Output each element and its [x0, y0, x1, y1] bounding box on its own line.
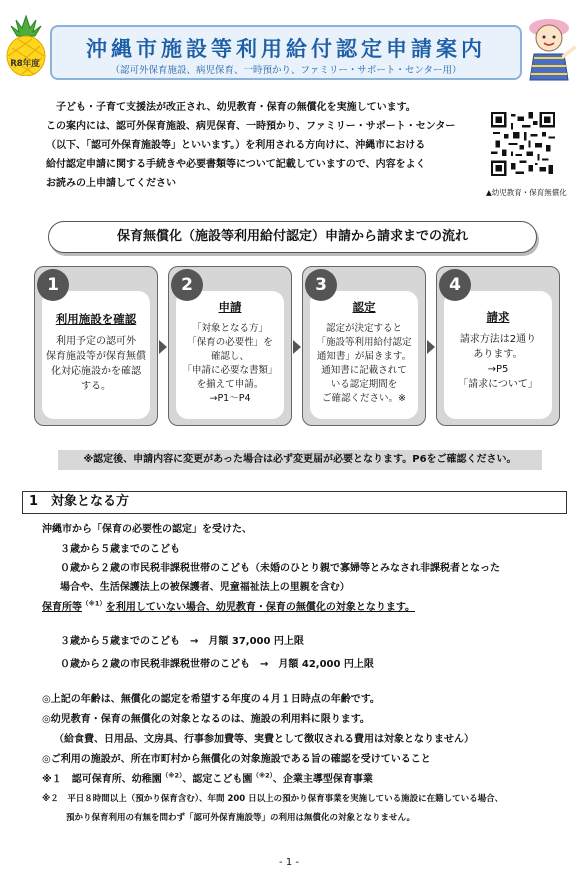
intro-line: この案内には、認可外保育施設、病児保育、一時預かり、ファミリー・サポート・センター	[46, 121, 456, 132]
mascot-illustration-icon	[522, 14, 576, 82]
footnote-ref: （※1）	[82, 599, 106, 608]
step-description: 請求方法は2通り あります。 →P5 「請求について」	[458, 334, 538, 390]
step-card-body	[42, 291, 150, 419]
intro-line: 子ども・子育て支援法が改正され、幼児教育・保育の無償化を実施しています。	[56, 102, 416, 113]
note-line: （給食費、日用品、文房具、行事参加費等、実費として徴収される費用は対象となりません）	[54, 734, 474, 745]
arrow-right-icon	[427, 340, 435, 354]
footnote-text: 、企業主導型保育事業	[272, 774, 373, 785]
page-number: - 1 -	[279, 857, 299, 868]
footnote-ref: （※2）	[252, 771, 273, 780]
footnote-text: ※１ 認可保育所、幼稚園	[42, 774, 162, 785]
eligibility-line: 沖縄市から「保育の必要性の認定」を受けた、	[42, 524, 252, 535]
step-number-badge: 3	[305, 269, 337, 301]
eligibility-text: を利用していない場合、幼児教育・保育の無償化の対象となります。	[105, 602, 416, 613]
step-description: 認定が決定すると 「施設等利用給付認定 通知書」が届きます。 通知書に記載されて いる認定期間を ご確認ください。※	[316, 323, 412, 404]
step-description: 利用予定の認可外 保育施設等が保育無償 化対応施設かを確認 する。	[46, 336, 146, 392]
year-badge: R8年度	[10, 59, 40, 69]
eligibility-line: ０歳から２歳の市民税非課税世帯のこども（未婚のひとり親で寡婦等とみなされ非課税者となった	[60, 563, 500, 574]
section-heading: 1 対象となる方	[22, 491, 567, 514]
limit-line: ３歳から５歳までのこども → 月額 37,000 円上限	[60, 636, 304, 647]
intro-text	[46, 98, 486, 193]
step-description: 「対象となる方」 「保育の必要性」を 確認し、 「申請に必要な書類」 を揃えて申請。 →P1～P4	[182, 323, 278, 404]
flow-banner: 保育無償化（施設等利用給付認定）申請から請求までの流れ	[48, 221, 537, 253]
step-card-4	[436, 266, 560, 426]
title-banner	[50, 25, 522, 80]
nursery-term: 保育所等	[42, 602, 82, 613]
step-number-badge: 2	[171, 269, 203, 301]
limit-line: ０歳から２歳の市民税非課税世帯のこども → 月額 42,000 円上限	[60, 659, 374, 670]
arrow-right-icon	[293, 340, 301, 354]
step-card-1	[34, 266, 158, 426]
qr-caption: ▲幼児教育・保育無償化	[486, 188, 567, 197]
note-line: ◎幼児教育・保育の無償化の対象となるのは、施設の利用料に限ります。	[42, 714, 370, 725]
step-number-badge: 1	[37, 269, 69, 301]
footnote-ref: （※2）	[161, 771, 183, 780]
step-card-body	[444, 291, 552, 419]
change-notice: ※認定後、申請内容に変更があった場合は必ず変更届が必要となります。P6をご確認ください。	[58, 450, 542, 470]
step-card-3	[302, 266, 426, 426]
page-subtitle: （認可外保育施設、病児保育、一時預かり、ファミリー・サポート・センター用）	[110, 65, 462, 76]
note-line: ◎上記の年齢は、無償化の認定を希望する年度の４月１日時点の年齢です。	[42, 694, 380, 705]
footnote-text: 、認定こども園	[182, 774, 253, 785]
eligibility-line	[42, 598, 415, 613]
step-title: 請求	[486, 310, 510, 324]
step-card-2	[168, 266, 292, 426]
step-card-body	[310, 291, 418, 419]
step-title: 申請	[218, 300, 242, 314]
intro-line: （以下、「認可外保育施設等」といいます。）を利用される方向けに、沖縄市における	[46, 140, 426, 151]
step-title: 利用施設を確認	[55, 312, 137, 326]
footnote-1	[42, 770, 373, 785]
footnote-2-cont: 預かり保育利用の有無を問わず「認可外保育施設等」の利用は無償化の対象となりません。	[66, 813, 416, 823]
qr-code-icon[interactable]	[491, 112, 555, 176]
step-card-body	[176, 291, 284, 419]
arrow-right-icon	[159, 340, 167, 354]
intro-line: お読みの上申請してください	[46, 178, 176, 189]
footnote-2: ※２ 平日８時間以上（預かり保育含む）、年間 200 日以上の預かり保育事業を実施している施設に在籍している場合、	[42, 794, 504, 804]
step-title: 認定	[352, 300, 376, 314]
intro-line: 給付認定申請に関する手続きや必要書類等について記載していますので、内容をよく	[46, 159, 426, 170]
eligibility-line: 場合や、生活保護法上の被保護者、児童福祉法上の里親を含む）	[60, 582, 350, 593]
eligibility-line: ３歳から５歳までのこども	[60, 544, 180, 555]
step-number-badge: 4	[439, 269, 471, 301]
page-title: 沖縄市施設等利用給付認定申請案内	[86, 37, 486, 61]
note-line: ◎ご利用の施設が、所在市町村から無償化の対象施設である旨の確認を受けていること	[42, 754, 431, 765]
